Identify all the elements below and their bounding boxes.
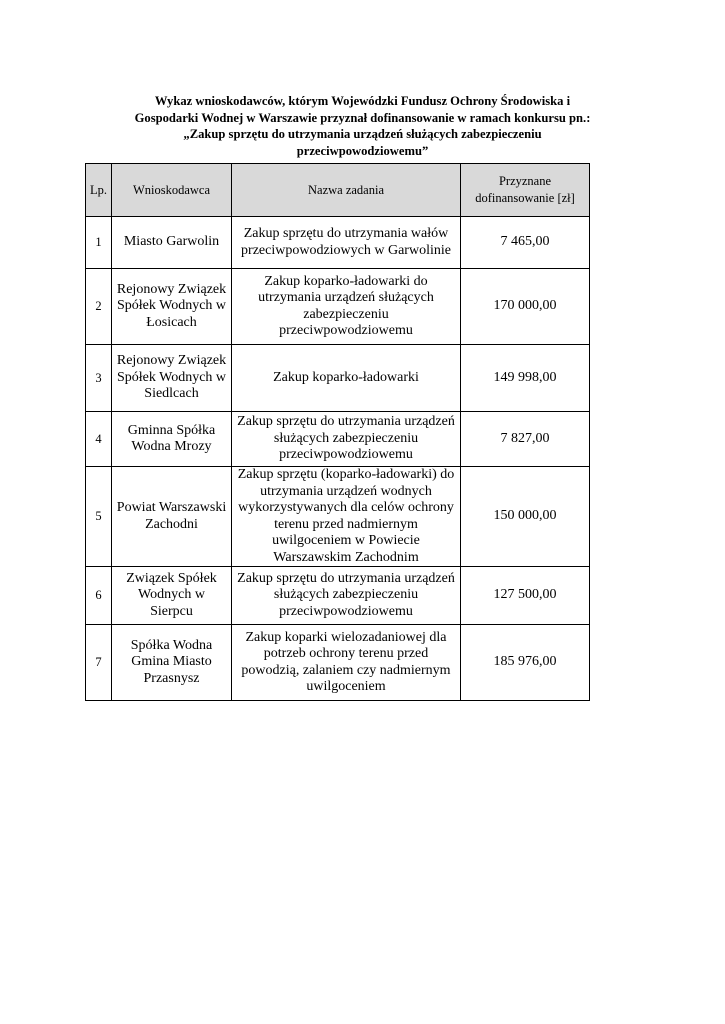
grants-table bbox=[85, 163, 590, 701]
cell-lp: 3 bbox=[86, 345, 112, 412]
cell-amount: 170 000,00 bbox=[461, 269, 590, 345]
title-line-1: Wykaz wnioskodawców, którym Wojewódzki Fundusz Ochrony Środowiska i bbox=[154, 94, 571, 108]
cell-amount: 149 998,00 bbox=[461, 345, 590, 412]
table-row bbox=[86, 345, 590, 412]
cell-task: Zakup koparko-ładowarki do utrzymania urządzeń służących zabezpieczeniu przeciwpowodziowemu bbox=[232, 269, 461, 345]
cell-applicant: Gminna Spółka Wodna Mrozy bbox=[112, 412, 232, 467]
table-row bbox=[86, 467, 590, 567]
table-row bbox=[86, 269, 590, 345]
cell-lp: 6 bbox=[86, 567, 112, 625]
header-task: Nazwa zadania bbox=[232, 164, 461, 217]
cell-task: Zakup koparki wielozadaniowej dla potrzeb ochrony terenu przed powodzią, zalaniem czy nadmiernym uwilgoceniem bbox=[232, 625, 461, 701]
cell-applicant: Miasto Garwolin bbox=[112, 217, 232, 269]
cell-lp: 4 bbox=[86, 412, 112, 467]
cell-amount: 185 976,00 bbox=[461, 625, 590, 701]
table-row bbox=[86, 412, 590, 467]
cell-applicant: Powiat Warszawski Zachodni bbox=[112, 467, 232, 567]
cell-task: Zakup sprzętu do utrzymania urządzeń służących zabezpieczeniu przeciwpowodziowemu bbox=[232, 412, 461, 467]
cell-task: Zakup sprzętu (koparko-ładowarki) do utrzymania urządzeń wodnych wykorzystywanych dla celów ochrony terenu przed nadmiernym uwilgoceniem w Powiecie Warszawskim Zachodnim bbox=[232, 467, 461, 567]
header-lp: Lp. bbox=[86, 164, 112, 217]
cell-lp: 2 bbox=[86, 269, 112, 345]
cell-task: Zakup sprzętu do utrzymania urządzeń służących zabezpieczeniu przeciwpowodziowemu bbox=[232, 567, 461, 625]
cell-amount: 150 000,00 bbox=[461, 467, 590, 567]
cell-applicant: Związek Spółek Wodnych w Sierpcu bbox=[112, 567, 232, 625]
title-line-2: Gospodarki Wodnej w Warszawie przyznał dofinansowanie w ramach konkursu pn.: bbox=[134, 110, 591, 125]
cell-task: Zakup sprzętu do utrzymania wałów przeciwpowodziowych w Garwolinie bbox=[232, 217, 461, 269]
cell-amount: 127 500,00 bbox=[461, 567, 590, 625]
table-row bbox=[86, 625, 590, 701]
cell-lp: 7 bbox=[86, 625, 112, 701]
cell-applicant: Spółka Wodna Gmina Miasto Przasnysz bbox=[112, 625, 232, 701]
title-line-4: przeciwpowodziowemu” bbox=[296, 143, 429, 158]
cell-lp: 5 bbox=[86, 467, 112, 567]
cell-applicant: Rejonowy Związek Spółek Wodnych w Łosicach bbox=[112, 269, 232, 345]
header-amount: Przyznane dofinansowanie [zł] bbox=[461, 164, 590, 217]
cell-lp: 1 bbox=[86, 217, 112, 269]
table-row bbox=[86, 217, 590, 269]
cell-applicant: Rejonowy Związek Spółek Wodnych w Siedlcach bbox=[112, 345, 232, 412]
table-row bbox=[86, 567, 590, 625]
cell-amount: 7 827,00 bbox=[461, 412, 590, 467]
document-title bbox=[80, 93, 645, 159]
header-applicant: Wnioskodawca bbox=[112, 164, 232, 217]
title-line-3: „Zakup sprzętu do utrzymania urządzeń służących zabezpieczeniu bbox=[183, 127, 542, 141]
table-header-row bbox=[86, 164, 590, 217]
cell-amount: 7 465,00 bbox=[461, 217, 590, 269]
cell-task: Zakup koparko-ładowarki bbox=[232, 345, 461, 412]
